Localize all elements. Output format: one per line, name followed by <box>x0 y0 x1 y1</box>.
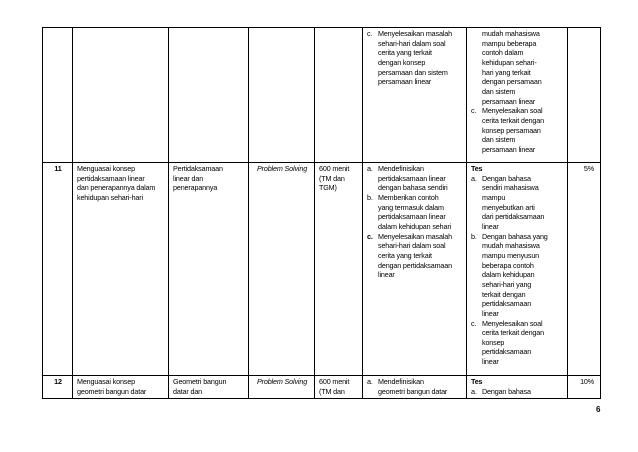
list-item: a. Dengan bahasa <box>471 386 531 396</box>
list-item: c. Menyelesaikan masalah sehari-hari dalam soal cerita yang terkait dengan konsep persamaan dan sistem persamaan linear <box>367 29 452 87</box>
cell-no: 11 <box>43 163 73 376</box>
list-item: a. Dengan bahasa sendiri mahasiswa mampu menyebutkan arti dari pertidaksamaan linear <box>471 173 545 231</box>
cell-bobot: 5% <box>568 163 601 376</box>
cell-kriteria <box>467 28 568 163</box>
table-row <box>43 28 601 163</box>
cell-metode: Problem Solving <box>249 376 315 399</box>
list-marker: b. <box>471 231 477 241</box>
assessment-type: Tes <box>471 164 483 173</box>
list-item: c. Menyelesaikan masalah sehari-hari dalam soal cerita yang terkait dengan pertidaksamaan linear <box>367 231 452 280</box>
list-marker: c. <box>471 106 477 116</box>
cell-pengalaman <box>363 163 467 376</box>
list-marker: a. <box>367 377 373 386</box>
list-marker: c. <box>471 318 477 328</box>
cell-kemampuan <box>73 28 169 163</box>
list-item: mudah mahasiswa mampu beberapa contoh dalam kehidupan sehari- hari yang terkait dengan persamaan dan sistem persamaan linear <box>471 29 564 106</box>
page-number: 6 <box>596 405 601 414</box>
cell-bahan <box>169 28 249 163</box>
cell-waktu <box>315 28 363 163</box>
assessment-type: Tes <box>471 377 483 386</box>
cell-no <box>43 28 73 163</box>
cell-waktu: 600 menit (TM dan TGM) <box>315 163 363 376</box>
list-marker: c. <box>367 29 373 38</box>
cell-metode: Problem Solving <box>249 163 315 376</box>
list-marker: b. <box>367 192 373 202</box>
table-row <box>43 376 601 399</box>
cell-bahan: Pertidaksamaan linear dan penerapannya <box>169 163 249 376</box>
cell-kriteria <box>467 163 568 376</box>
list-item: a. Mendefinisikan geometri bangun datar <box>367 377 448 396</box>
cell-pengalaman <box>363 28 467 163</box>
cell-bahan: Geometri bangun datar dan <box>169 376 249 399</box>
cell-no: 12 <box>43 376 73 399</box>
list-marker: a. <box>367 164 373 173</box>
cell-metode <box>249 28 315 163</box>
cell-pengalaman <box>363 376 467 399</box>
list-item: c. Menyelesaikan soal cerita terkait dengan konsep persamaan dan sistem persamaan linear <box>471 106 544 154</box>
list-marker <box>471 29 482 106</box>
table-row <box>43 163 601 376</box>
list-marker: c. <box>367 231 373 241</box>
cell-bobot: 10% <box>568 376 601 399</box>
cell-kriteria <box>467 376 568 399</box>
list-item: a. Mendefinisikan pertidaksamaan linear dengan bahasa sendiri <box>367 164 448 193</box>
list-marker: a. <box>471 173 477 183</box>
list-item: c. Menyelesaikan soal cerita terkait dengan konsep pertidaksamaan linear <box>471 318 544 367</box>
list-item: b. Memberikan contoh yang termasuk dalam pertidaksamaan linear dalam kehidupan sehari <box>367 192 452 231</box>
list-item: b. Dengan bahasa yang mudah mahasiswa mampu menyusun beberapa contoh dalam kehidupan sehari-hari yang terkait dengan pertidaksamaan linear <box>471 231 548 318</box>
list-marker: a. <box>471 386 477 396</box>
cell-waktu: 600 menit (TM dan <box>315 376 363 399</box>
cell-kemampuan: Menguasai konsep geometri bangun datar <box>73 376 169 399</box>
syllabus-table <box>42 27 601 399</box>
cell-bobot <box>568 28 601 163</box>
cell-kemampuan: Menguasai konsep pertidaksamaan linear dan penerapannya dalam kehidupan sehari-hari <box>73 163 169 376</box>
